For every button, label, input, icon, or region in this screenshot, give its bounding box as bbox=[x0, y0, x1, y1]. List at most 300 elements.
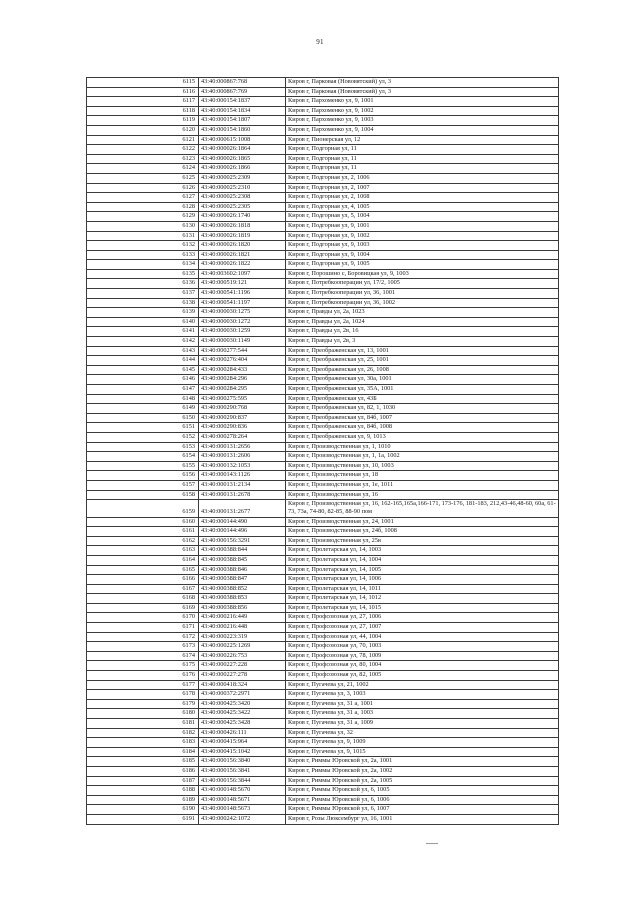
cadastral-number: 43:40:000148:5671 bbox=[199, 795, 286, 805]
row-number: 6175 bbox=[87, 661, 199, 671]
row-number: 6187 bbox=[87, 776, 199, 786]
cadastral-number: 43:40:000425:3428 bbox=[199, 719, 286, 729]
cadastral-number: 43:40:000226:753 bbox=[199, 651, 286, 661]
address: Киров г, Пугачева ул, 9, 1009 bbox=[286, 738, 559, 748]
address: Киров г, Производственная ул, 18 bbox=[286, 471, 559, 481]
address: Киров г, Риммы Юровской ул, 6, 1005 bbox=[286, 786, 559, 796]
table-row bbox=[87, 106, 559, 116]
table-row bbox=[87, 757, 559, 767]
cadastral-number: 43:40:000144:496 bbox=[199, 527, 286, 537]
address: Киров г, Производственная ул, 24, 1001 bbox=[286, 517, 559, 527]
table-row bbox=[87, 536, 559, 546]
cadastral-number: 43:40:000223:319 bbox=[199, 632, 286, 642]
cadastral-number: 43:40:000275:595 bbox=[199, 394, 286, 404]
table-row bbox=[87, 623, 559, 633]
cadastral-number: 43:40:000030:1149 bbox=[199, 337, 286, 347]
table-row bbox=[87, 805, 559, 815]
table-row bbox=[87, 490, 559, 500]
table-row bbox=[87, 183, 559, 193]
cadastral-number: 43:40:000026:1740 bbox=[199, 212, 286, 222]
table-row bbox=[87, 575, 559, 585]
row-number: 6186 bbox=[87, 766, 199, 776]
row-number: 6152 bbox=[87, 432, 199, 442]
cadastral-number: 43:40:000131:2606 bbox=[199, 452, 286, 462]
address: Киров г, Подгорная ул, 2, 1006 bbox=[286, 173, 559, 183]
row-number: 6150 bbox=[87, 413, 199, 423]
cadastral-number: 43:40:000276:404 bbox=[199, 356, 286, 366]
table-row bbox=[87, 269, 559, 279]
cadastral-number: 43:40:000519:121 bbox=[199, 279, 286, 289]
cadastral-number: 43:40:000025:2310 bbox=[199, 183, 286, 193]
address: Киров г, Потребкооперации ул, 36, 1002 bbox=[286, 298, 559, 308]
address: Киров г, Пугачева ул, 9, 1015 bbox=[286, 747, 559, 757]
address: Киров г, Пролетарская ул, 14, 1003 bbox=[286, 546, 559, 556]
row-number: 6118 bbox=[87, 106, 199, 116]
table-row bbox=[87, 527, 559, 537]
table-row bbox=[87, 728, 559, 738]
cadastral-number: 43:40:000290:837 bbox=[199, 413, 286, 423]
cadastral-number: 43:40:000156:3291 bbox=[199, 536, 286, 546]
row-number: 6126 bbox=[87, 183, 199, 193]
row-number: 6191 bbox=[87, 814, 199, 824]
cadastral-number: 43:40:003602:1097 bbox=[199, 269, 286, 279]
address: Киров г, Преображенская ул, 25, 1001 bbox=[286, 356, 559, 366]
address: Киров г, Производственная ул, 1е, 1011 bbox=[286, 480, 559, 490]
row-number: 6165 bbox=[87, 565, 199, 575]
cadastral-number: 43:40:000388:852 bbox=[199, 584, 286, 594]
cadastral-number: 43:40:000030:1259 bbox=[199, 327, 286, 337]
cadastral-number: 43:40:000026:1820 bbox=[199, 241, 286, 251]
cadastral-number: 43:40:000242:1072 bbox=[199, 814, 286, 824]
cadastral-number: 43:40:000388:844 bbox=[199, 546, 286, 556]
address: Киров г, Пархоменко ул, 9, 1004 bbox=[286, 125, 559, 135]
address: Киров г, Пархоменко ул, 9, 1003 bbox=[286, 116, 559, 126]
cadastral-number: 43:40:000418:324 bbox=[199, 680, 286, 690]
address: Киров г, Подгорная ул, 4, 1005 bbox=[286, 202, 559, 212]
table-row bbox=[87, 613, 559, 623]
address: Киров г, Преображенская ул, 13, 1001 bbox=[286, 346, 559, 356]
address: Киров г, Потребкооперации ул, 17/2, 1005 bbox=[286, 279, 559, 289]
row-number: 6125 bbox=[87, 173, 199, 183]
cadastral-number: 43:40:000030:1272 bbox=[199, 317, 286, 327]
row-number: 6136 bbox=[87, 279, 199, 289]
cadastral-number: 43:40:000227:228 bbox=[199, 661, 286, 671]
table-row bbox=[87, 346, 559, 356]
table-row bbox=[87, 356, 559, 366]
row-number: 6128 bbox=[87, 202, 199, 212]
address: Киров г, Подгорная ул, 11 bbox=[286, 154, 559, 164]
address: Киров г, Профсоюзная ул, 44, 1004 bbox=[286, 632, 559, 642]
cadastral-number: 43:40:000026:1821 bbox=[199, 250, 286, 260]
address: Киров г, Преображенская ул, 9, 1013 bbox=[286, 432, 559, 442]
cadastral-number: 43:40:000143:1126 bbox=[199, 471, 286, 481]
cadastral-number: 43:40:000388:845 bbox=[199, 555, 286, 565]
cadastral-number: 43:40:000030:1275 bbox=[199, 308, 286, 318]
address: Киров г, Подгорная ул, 2, 1007 bbox=[286, 183, 559, 193]
table-row bbox=[87, 584, 559, 594]
table-row bbox=[87, 231, 559, 241]
address: Киров г, Риммы Юровской ул, 2а, 1001 bbox=[286, 757, 559, 767]
table-row bbox=[87, 97, 559, 107]
table-row bbox=[87, 212, 559, 222]
cadastral-number: 43:40:000026:1819 bbox=[199, 231, 286, 241]
row-number: 6122 bbox=[87, 145, 199, 155]
table-row bbox=[87, 661, 559, 671]
row-number: 6174 bbox=[87, 651, 199, 661]
cadastral-number: 43:40:000425:3420 bbox=[199, 699, 286, 709]
row-number: 6124 bbox=[87, 164, 199, 174]
address: Киров г, Профсоюзная ул, 27, 1007 bbox=[286, 623, 559, 633]
cadastral-number: 43:40:000026:1866 bbox=[199, 164, 286, 174]
cadastral-number: 43:40:000131:2678 bbox=[199, 490, 286, 500]
table-row bbox=[87, 87, 559, 97]
cadastral-number: 43:40:000415:964 bbox=[199, 738, 286, 748]
row-number: 6137 bbox=[87, 289, 199, 299]
row-number: 6141 bbox=[87, 327, 199, 337]
table-row bbox=[87, 565, 559, 575]
table-row bbox=[87, 279, 559, 289]
address: Киров г, Пархоменко ул, 9, 1002 bbox=[286, 106, 559, 116]
row-number: 6130 bbox=[87, 221, 199, 231]
address: Киров г, Подгорная ул, 11 bbox=[286, 145, 559, 155]
row-number: 6161 bbox=[87, 527, 199, 537]
table-row bbox=[87, 327, 559, 337]
address: Киров г, Риммы Юровской ул, 6, 1007 bbox=[286, 805, 559, 815]
row-number: 6168 bbox=[87, 594, 199, 604]
address: Киров г, Риммы Юровской ул, 2а, 1002 bbox=[286, 766, 559, 776]
row-number: 6160 bbox=[87, 517, 199, 527]
cadastral-number: 43:40:000026:1864 bbox=[199, 145, 286, 155]
table-row bbox=[87, 671, 559, 681]
row-number: 6151 bbox=[87, 423, 199, 433]
address: Киров г, Риммы Юровской ул, 6, 1006 bbox=[286, 795, 559, 805]
table-row bbox=[87, 814, 559, 824]
address: Киров г, Профсоюзная ул, 82, 1005 bbox=[286, 671, 559, 681]
cadastral-number: 43:40:000216:449 bbox=[199, 613, 286, 623]
row-number: 6176 bbox=[87, 671, 199, 681]
row-number: 6147 bbox=[87, 385, 199, 395]
row-number: 6133 bbox=[87, 250, 199, 260]
table-row bbox=[87, 517, 559, 527]
table-row bbox=[87, 423, 559, 433]
row-number: 6180 bbox=[87, 709, 199, 719]
row-number: 6139 bbox=[87, 308, 199, 318]
row-number: 6163 bbox=[87, 546, 199, 556]
table-row bbox=[87, 404, 559, 414]
row-number: 6156 bbox=[87, 471, 199, 481]
row-number: 6190 bbox=[87, 805, 199, 815]
cadastral-number: 43:40:000425:3422 bbox=[199, 709, 286, 719]
table-row bbox=[87, 461, 559, 471]
table-row bbox=[87, 680, 559, 690]
row-number: 6153 bbox=[87, 442, 199, 452]
cadastral-number: 43:40:000867:768 bbox=[199, 78, 286, 88]
row-number: 6132 bbox=[87, 241, 199, 251]
table-row bbox=[87, 221, 559, 231]
row-number: 6181 bbox=[87, 719, 199, 729]
cadastral-number: 43:40:000154:1834 bbox=[199, 106, 286, 116]
cadastral-number: 43:40:000284:433 bbox=[199, 365, 286, 375]
address: Киров г, Подгорная ул, 9, 1004 bbox=[286, 250, 559, 260]
property-registry-table bbox=[86, 77, 559, 825]
row-number: 6138 bbox=[87, 298, 199, 308]
address: Киров г, Парковая (Нововятский) ул, 3 bbox=[286, 78, 559, 88]
address: Киров г, Пролетарская ул, 14, 1004 bbox=[286, 555, 559, 565]
table-row bbox=[87, 690, 559, 700]
table-row bbox=[87, 365, 559, 375]
row-number: 6171 bbox=[87, 623, 199, 633]
row-number: 6167 bbox=[87, 584, 199, 594]
address: Киров г, Подгорная ул, 9, 1002 bbox=[286, 231, 559, 241]
cadastral-number: 43:40:000026:1865 bbox=[199, 154, 286, 164]
address: Киров г, Пугачева ул, 31 а, 1009 bbox=[286, 719, 559, 729]
row-number: 6178 bbox=[87, 690, 199, 700]
cadastral-number: 43:40:000216:448 bbox=[199, 623, 286, 633]
table-row bbox=[87, 173, 559, 183]
row-number: 6157 bbox=[87, 480, 199, 490]
table-row bbox=[87, 555, 559, 565]
address: Киров г, Преображенская ул, 30а, 1001 bbox=[286, 375, 559, 385]
address: Киров г, Преображенская ул, 84б, 1007 bbox=[286, 413, 559, 423]
table-row bbox=[87, 432, 559, 442]
row-number: 6135 bbox=[87, 269, 199, 279]
row-number: 6184 bbox=[87, 747, 199, 757]
scan-mark bbox=[426, 843, 438, 844]
address: Киров г, Правды ул, 2в, 3 bbox=[286, 337, 559, 347]
row-number: 6185 bbox=[87, 757, 199, 767]
address: Киров г, Преображенская ул, 43Б bbox=[286, 394, 559, 404]
address: Киров г, Парковая (Нововятский) ул, 3 bbox=[286, 87, 559, 97]
row-number: 6127 bbox=[87, 193, 199, 203]
cadastral-number: 43:40:000026:1822 bbox=[199, 260, 286, 270]
cadastral-number: 43:40:000154:1807 bbox=[199, 116, 286, 126]
row-number: 6129 bbox=[87, 212, 199, 222]
address: Киров г, Пугачева ул, 3, 1003 bbox=[286, 690, 559, 700]
address: Киров г, Подгорная ул, 9, 1001 bbox=[286, 221, 559, 231]
row-number: 6179 bbox=[87, 699, 199, 709]
cadastral-number: 43:40:000131:2134 bbox=[199, 480, 286, 490]
address: Киров г, Профсоюзная ул, 70, 1003 bbox=[286, 642, 559, 652]
cadastral-number: 43:40:000388:846 bbox=[199, 565, 286, 575]
table-row bbox=[87, 154, 559, 164]
cadastral-number: 43:40:000388:856 bbox=[199, 603, 286, 613]
address: Киров г, Подгорная ул, 9, 1003 bbox=[286, 241, 559, 251]
table-row bbox=[87, 651, 559, 661]
address: Киров г, Преображенская ул, 26, 1008 bbox=[286, 365, 559, 375]
cadastral-number: 43:40:000388:853 bbox=[199, 594, 286, 604]
address: Киров г, Подгорная ул, 2, 1008 bbox=[286, 193, 559, 203]
address: Киров г, Профсоюзная ул, 27, 1006 bbox=[286, 613, 559, 623]
table-row bbox=[87, 500, 559, 517]
address: Киров г, Преображенская ул, 84б, 1008 bbox=[286, 423, 559, 433]
cadastral-number: 43:40:000372:2971 bbox=[199, 690, 286, 700]
row-number: 6142 bbox=[87, 337, 199, 347]
row-number: 6146 bbox=[87, 375, 199, 385]
row-number: 6172 bbox=[87, 632, 199, 642]
table-row bbox=[87, 375, 559, 385]
cadastral-number: 43:40:000388:847 bbox=[199, 575, 286, 585]
cadastral-number: 43:40:000225:1269 bbox=[199, 642, 286, 652]
table-row bbox=[87, 747, 559, 757]
address: Киров г, Порошино с, Боровицкая ул, 9, 1003 bbox=[286, 269, 559, 279]
table-row bbox=[87, 471, 559, 481]
address: Киров г, Розы Люксембург ул, 16, 1001 bbox=[286, 814, 559, 824]
address: Киров г, Производственная ул, 16 bbox=[286, 490, 559, 500]
table-row bbox=[87, 546, 559, 556]
address: Киров г, Пархоменко ул, 9, 1001 bbox=[286, 97, 559, 107]
row-number: 6143 bbox=[87, 346, 199, 356]
address: Киров г, Пролетарская ул, 14, 1005 bbox=[286, 565, 559, 575]
address: Киров г, Производственная ул, 25в bbox=[286, 536, 559, 546]
cadastral-number: 43:40:000415:1042 bbox=[199, 747, 286, 757]
cadastral-number: 43:40:000156:3840 bbox=[199, 757, 286, 767]
row-number: 6121 bbox=[87, 135, 199, 145]
cadastral-number: 43:40:000132:1053 bbox=[199, 461, 286, 471]
address: Киров г, Производственная ул, 1, 1а, 1002 bbox=[286, 452, 559, 462]
table-row bbox=[87, 135, 559, 145]
table-row bbox=[87, 298, 559, 308]
row-number: 6159 bbox=[87, 500, 199, 517]
cadastral-number: 43:40:000541:1197 bbox=[199, 298, 286, 308]
cadastral-number: 43:40:000154:1837 bbox=[199, 97, 286, 107]
row-number: 6134 bbox=[87, 260, 199, 270]
cadastral-number: 43:40:000284:295 bbox=[199, 385, 286, 395]
cadastral-number: 43:40:000025:2309 bbox=[199, 173, 286, 183]
row-number: 6155 bbox=[87, 461, 199, 471]
table-row bbox=[87, 193, 559, 203]
row-number: 6148 bbox=[87, 394, 199, 404]
table-row bbox=[87, 385, 559, 395]
address: Киров г, Пролетарская ул, 14, 1011 bbox=[286, 584, 559, 594]
table-row bbox=[87, 125, 559, 135]
cadastral-number: 43:40:000290:768 bbox=[199, 404, 286, 414]
address: Киров г, Пролетарская ул, 14, 1006 bbox=[286, 575, 559, 585]
address: Киров г, Потребкооперации ул, 36, 1001 bbox=[286, 289, 559, 299]
address: Киров г, Риммы Юровской ул, 2а, 1005 bbox=[286, 776, 559, 786]
row-number: 6183 bbox=[87, 738, 199, 748]
row-number: 6166 bbox=[87, 575, 199, 585]
cadastral-number: 43:40:000026:1818 bbox=[199, 221, 286, 231]
address: Киров г, Подгорная ул, 5, 1004 bbox=[286, 212, 559, 222]
table-row bbox=[87, 250, 559, 260]
address: Киров г, Пионерская ул, 12 bbox=[286, 135, 559, 145]
table-row bbox=[87, 795, 559, 805]
address: Киров г, Производственная ул, 16, 162-165,165а,166-171, 173-176, 181-183, 212,43-46,48-60, 60а, 61-73, 73а, 74-80, 82-85, 88-90 пом bbox=[286, 500, 559, 517]
address: Киров г, Пугачева ул, 31 а, 1003 bbox=[286, 709, 559, 719]
table-row bbox=[87, 289, 559, 299]
address: Киров г, Пролетарская ул, 14, 1012 bbox=[286, 594, 559, 604]
row-number: 6116 bbox=[87, 87, 199, 97]
table-row bbox=[87, 699, 559, 709]
table-row bbox=[87, 337, 559, 347]
row-number: 6164 bbox=[87, 555, 199, 565]
cadastral-number: 43:40:000154:1860 bbox=[199, 125, 286, 135]
row-number: 6149 bbox=[87, 404, 199, 414]
address: Киров г, Подгорная ул, 11 bbox=[286, 164, 559, 174]
table-row bbox=[87, 776, 559, 786]
cadastral-number: 43:40:000615:1008 bbox=[199, 135, 286, 145]
address: Киров г, Пугачева ул, 31 а, 1001 bbox=[286, 699, 559, 709]
cadastral-number: 43:40:000278:264 bbox=[199, 432, 286, 442]
cadastral-number: 43:40:000290:836 bbox=[199, 423, 286, 433]
table-row bbox=[87, 78, 559, 88]
row-number: 6119 bbox=[87, 116, 199, 126]
address: Киров г, Преображенская ул, 82, 1, 1030 bbox=[286, 404, 559, 414]
table-row bbox=[87, 394, 559, 404]
table-row bbox=[87, 260, 559, 270]
cadastral-number: 43:40:000144:490 bbox=[199, 517, 286, 527]
cadastral-number: 43:40:000277:544 bbox=[199, 346, 286, 356]
table-row bbox=[87, 786, 559, 796]
row-number: 6158 bbox=[87, 490, 199, 500]
table-row bbox=[87, 766, 559, 776]
row-number: 6173 bbox=[87, 642, 199, 652]
table-row bbox=[87, 632, 559, 642]
address: Киров г, Производственная ул, 1, 1010 bbox=[286, 442, 559, 452]
page-number: 91 bbox=[316, 38, 324, 46]
row-number: 6154 bbox=[87, 452, 199, 462]
row-number: 6182 bbox=[87, 728, 199, 738]
table-row bbox=[87, 719, 559, 729]
cadastral-number: 43:40:000025:2308 bbox=[199, 193, 286, 203]
row-number: 6117 bbox=[87, 97, 199, 107]
table-row bbox=[87, 603, 559, 613]
table-row bbox=[87, 308, 559, 318]
address: Киров г, Подгорная ул, 9, 1005 bbox=[286, 260, 559, 270]
table-row bbox=[87, 594, 559, 604]
address: Киров г, Правды ул, 2в, 16 bbox=[286, 327, 559, 337]
table-row bbox=[87, 642, 559, 652]
table-row bbox=[87, 709, 559, 719]
row-number: 6162 bbox=[87, 536, 199, 546]
cadastral-number: 43:40:000156:3841 bbox=[199, 766, 286, 776]
registry-body bbox=[87, 78, 559, 825]
table-row bbox=[87, 452, 559, 462]
row-number: 6144 bbox=[87, 356, 199, 366]
cadastral-number: 43:40:000025:2305 bbox=[199, 202, 286, 212]
cadastral-number: 43:40:000284:296 bbox=[199, 375, 286, 385]
row-number: 6140 bbox=[87, 317, 199, 327]
row-number: 6145 bbox=[87, 365, 199, 375]
row-number: 6188 bbox=[87, 786, 199, 796]
address: Киров г, Производственная ул, 10, 1003 bbox=[286, 461, 559, 471]
address: Киров г, Преображенская ул, 35А, 1001 bbox=[286, 385, 559, 395]
row-number: 6170 bbox=[87, 613, 199, 623]
address: Киров г, Пугачева ул, 32 bbox=[286, 728, 559, 738]
cadastral-number: 43:40:000227:278 bbox=[199, 671, 286, 681]
cadastral-number: 43:40:000426:111 bbox=[199, 728, 286, 738]
table-row bbox=[87, 241, 559, 251]
row-number: 6169 bbox=[87, 603, 199, 613]
cadastral-number: 43:40:000541:1196 bbox=[199, 289, 286, 299]
table-row bbox=[87, 145, 559, 155]
cadastral-number: 43:40:000131:2656 bbox=[199, 442, 286, 452]
table-row bbox=[87, 738, 559, 748]
table-row bbox=[87, 164, 559, 174]
address: Киров г, Производственная ул, 24б, 1008 bbox=[286, 527, 559, 537]
table-row bbox=[87, 116, 559, 126]
address: Киров г, Правды ул, 2а, 1024 bbox=[286, 317, 559, 327]
table-row bbox=[87, 317, 559, 327]
row-number: 6177 bbox=[87, 680, 199, 690]
table-row bbox=[87, 202, 559, 212]
address: Киров г, Пугачева ул, 21, 1002 bbox=[286, 680, 559, 690]
cadastral-number: 43:40:000131:2677 bbox=[199, 500, 286, 517]
address: Киров г, Профсоюзная ул, 78, 1009 bbox=[286, 651, 559, 661]
address: Киров г, Пролетарская ул, 14, 1015 bbox=[286, 603, 559, 613]
table-row bbox=[87, 442, 559, 452]
row-number: 6115 bbox=[87, 78, 199, 88]
